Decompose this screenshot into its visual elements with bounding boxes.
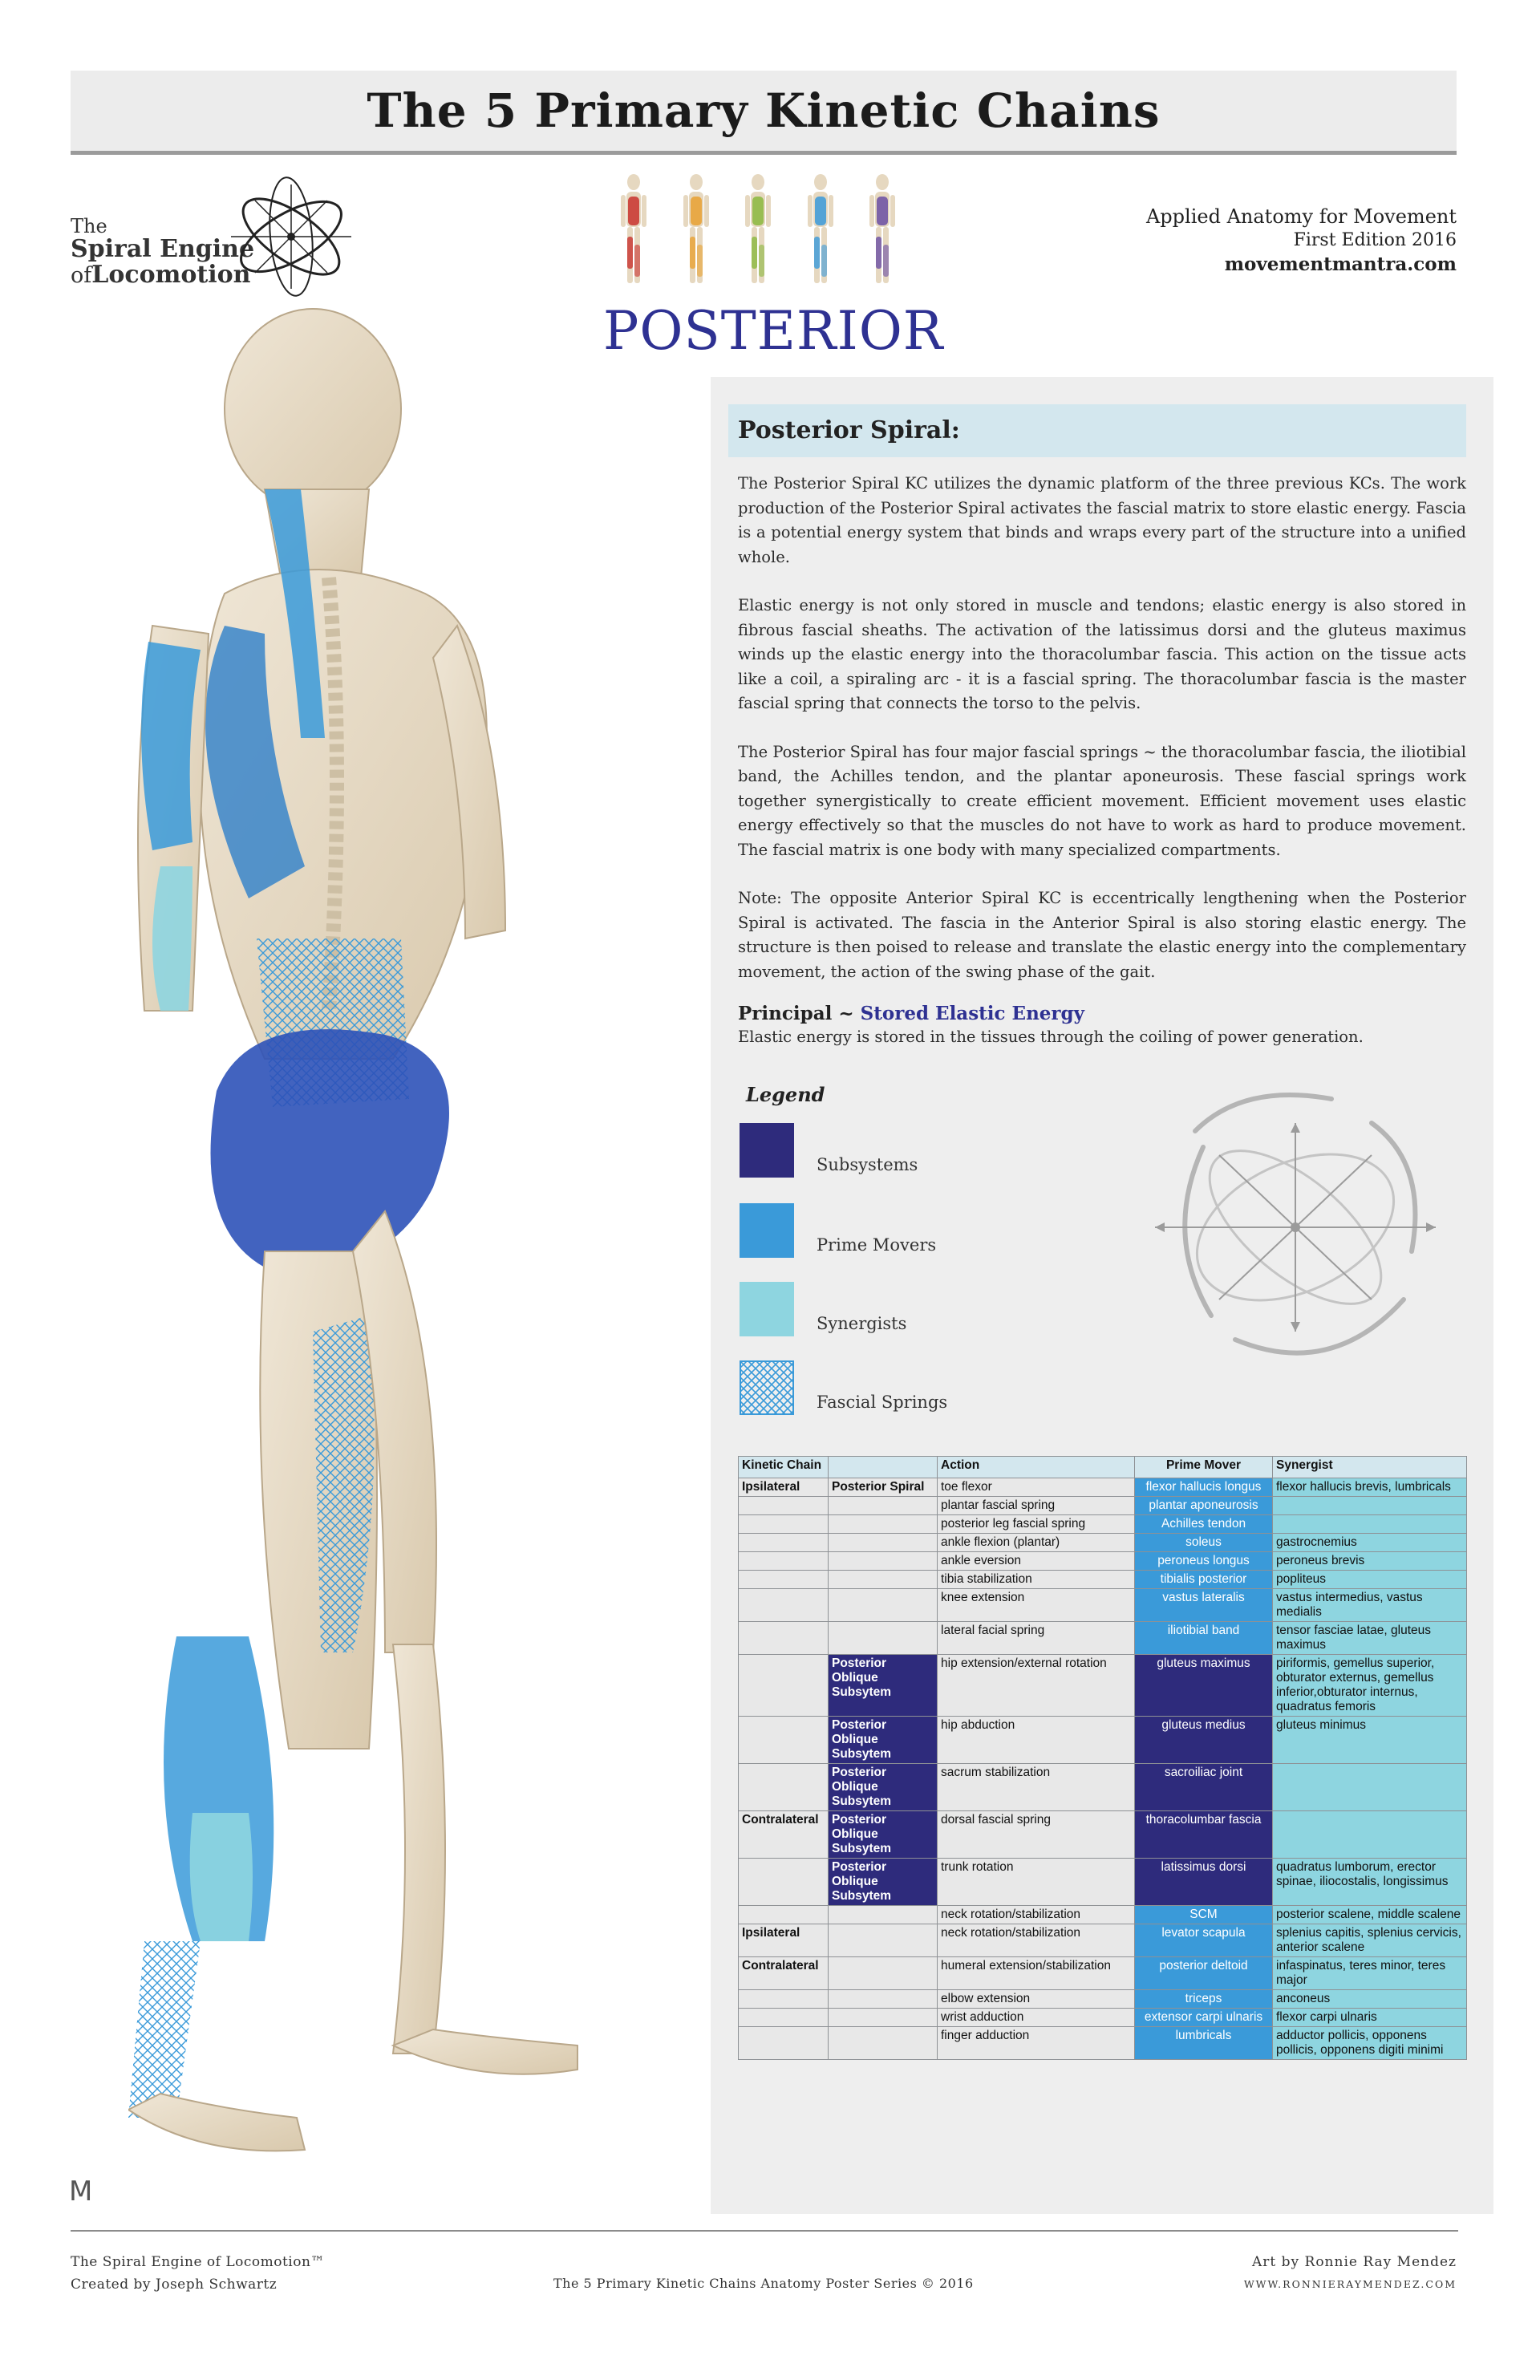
paragraph: Note: The opposite Anterior Spiral KC is eccentrically lengthening when the Posterior Spiral is activated. The fascia in the Anterior Spiral is also storing elastic energy. The structure is then poised to release and translate the elastic energy into the complementary movement, the action of the swing phase of the gait. <box>738 889 1466 981</box>
synergist-cell: peroneus brevis <box>1273 1552 1467 1571</box>
thumbnail-chain-2 <box>672 172 720 289</box>
table-row <box>739 1478 1467 1497</box>
footer-left <box>71 2251 325 2296</box>
thumbnail-figure-part <box>821 245 827 277</box>
table-body <box>739 1478 1467 2060</box>
kinetic-chain-cell <box>739 1717 829 1764</box>
subsystem-cell <box>829 2009 938 2027</box>
synergist-cell: infaspinatus, teres minor, teres major <box>1273 1957 1467 1990</box>
thumbnail-figure-part <box>752 197 764 225</box>
table-row <box>739 1764 1467 1811</box>
table-row <box>739 1811 1467 1859</box>
table-row <box>739 1924 1467 1957</box>
action-cell: dorsal fascial spring <box>938 1811 1135 1859</box>
legend-swatch-hatch <box>740 1360 794 1415</box>
prime-mover-cell: triceps <box>1135 1990 1273 2009</box>
kinetic-chain-cell <box>739 1515 829 1534</box>
section-header-bar <box>728 404 1466 457</box>
action-cell: sacrum stabilization <box>938 1764 1135 1811</box>
subsystem-cell <box>829 1906 938 1924</box>
kinetic-chain-cell: Contralateral <box>739 1811 829 1859</box>
legend-item-prime-movers <box>740 1203 1060 1259</box>
thumbnail-figure-part <box>697 245 703 277</box>
subsystem-cell: Posterior Oblique Subsytem <box>829 1811 938 1859</box>
subsystem-cell <box>829 1622 938 1655</box>
section-body <box>738 472 1466 1008</box>
thumbnail-figure-part <box>759 245 764 277</box>
synergist-cell: popliteus <box>1273 1571 1467 1589</box>
synergist-cell: posterior scalene, middle scalene <box>1273 1906 1467 1924</box>
synergist-cell: anconeus <box>1273 1990 1467 2009</box>
legend-label: Subsystems <box>817 1155 918 1174</box>
action-cell: wrist adduction <box>938 2009 1135 2027</box>
table-row <box>739 2009 1467 2027</box>
thumbnail-figure-part <box>815 197 826 225</box>
table-row <box>739 1957 1467 1990</box>
table-row <box>739 2027 1467 2060</box>
synergist-cell: quadratus lumborum, erector spinae, iliocostalis, longissimus <box>1273 1859 1467 1906</box>
subsystem-cell: Posterior Oblique Subsytem <box>829 1764 938 1811</box>
logo-line-2: Spiral Engine <box>71 235 255 264</box>
legend-title: Legend <box>746 1083 825 1106</box>
kinetic-chain-cell <box>739 1497 829 1515</box>
legend-swatch <box>740 1203 794 1258</box>
kinetic-chain-thumbnails <box>610 172 906 289</box>
legend-item-fascial-springs <box>740 1360 1060 1417</box>
subsystem-cell <box>829 1497 938 1515</box>
kinetic-chain-cell <box>739 1589 829 1622</box>
thumbnail-figure-part <box>704 195 709 227</box>
synergist-cell: splenius capitis, splenius cervicis, anterior scalene <box>1273 1924 1467 1957</box>
action-cell: hip abduction <box>938 1717 1135 1764</box>
section-heading: Posterior Spiral: <box>738 416 960 444</box>
synergist-cell <box>1273 1497 1467 1515</box>
prime-mover-cell: sacroiliac joint <box>1135 1764 1273 1811</box>
thumbnail-figure-part <box>877 197 888 225</box>
table-row <box>739 1859 1467 1906</box>
prime-mover-cell: levator scapula <box>1135 1924 1273 1957</box>
paragraph: Elastic energy is not only stored in muscle and tendons; elastic energy is also stored in fibrous fascial sheaths. The activation of the latissimus dorsi and the gluteus maximus winds up the elastic energy into the thoracolumbar fascia. This action on the tissue acts like a coil, a spiraling arc - it is a fascial spring. The thoracolumbar fascia is the master fascial spring that connects the torso to the pelvis. <box>738 596 1466 712</box>
action-cell: plantar fascial spring <box>938 1497 1135 1515</box>
table-row <box>739 1622 1467 1655</box>
kinetic-chain-table <box>738 1456 1467 2060</box>
principal-label: Principal ~ <box>738 1003 861 1024</box>
thumbnail-figure-part <box>627 174 640 190</box>
thumbnail-figure-part <box>634 245 640 277</box>
synergist-cell: gastrocnemius <box>1273 1534 1467 1552</box>
synergist-cell: flexor hallucis brevis, lumbricals <box>1273 1478 1467 1497</box>
thumbnail-figure-part <box>690 174 703 190</box>
footer-divider <box>71 2230 1458 2232</box>
prime-mover-cell: lumbricals <box>1135 2027 1273 2060</box>
subsystem-cell <box>829 1957 938 1990</box>
kinetic-chain-cell: Ipsilateral <box>739 1478 829 1497</box>
column-header: Kinetic Chain <box>739 1457 829 1478</box>
publisher-line-2: First Edition 2016 <box>1293 230 1457 251</box>
publisher-line-1: Applied Anatomy for Movement <box>1145 205 1457 228</box>
legend-item-subsystems <box>740 1123 1060 1179</box>
footer-copyright: The 5 Primary Kinetic Chains Anatomy Poster Series © 2016 <box>553 2276 974 2291</box>
kinetic-chain-cell <box>739 1622 829 1655</box>
kinetic-chain-cell: Ipsilateral <box>739 1924 829 1957</box>
thumbnail-figure-part <box>628 197 639 225</box>
logo <box>71 168 359 305</box>
synergist-cell: gluteus minimus <box>1273 1717 1467 1764</box>
thumbnail-chain-5 <box>858 172 906 289</box>
action-cell: ankle flexion (plantar) <box>938 1534 1135 1552</box>
thumbnail-chain-1 <box>610 172 658 289</box>
thumbnail-figure-part <box>683 195 688 227</box>
prime-mover-cell: Achilles tendon <box>1135 1515 1273 1534</box>
thumbnail-figure-part <box>627 237 633 269</box>
publisher-website: movementmantra.com <box>1224 253 1457 275</box>
principal-text: Elastic energy is stored in the tissues through the coiling of power generation. <box>738 1028 1364 1046</box>
legend-label: Prime Movers <box>817 1235 937 1255</box>
subsystem-cell <box>829 1571 938 1589</box>
prime-mover-cell: soleus <box>1135 1534 1273 1552</box>
logo-line-3-small: of <box>71 262 92 288</box>
thumbnail-figure-part <box>621 195 626 227</box>
column-header: Prime Mover <box>1135 1457 1273 1478</box>
action-cell: knee extension <box>938 1589 1135 1622</box>
paragraph: The Posterior Spiral KC utilizes the dynamic platform of the three previous KCs. The work production of the Posterior Spiral activates the fascial matrix to store elastic energy. Fascia is a potential energy system that binds and wraps every part of the structure into a unified whole. <box>738 474 1466 566</box>
footer-creator: Created by Joseph Schwartz <box>71 2277 278 2293</box>
title-bar <box>71 71 1457 155</box>
kinetic-chain-cell <box>739 1764 829 1811</box>
footer-artist-website: WWW.RONNIERAYMENDEZ.COM <box>1243 2278 1457 2290</box>
prime-mover-cell: SCM <box>1135 1906 1273 1924</box>
synergist-cell: tensor fasciae latae, gluteus maximus <box>1273 1622 1467 1655</box>
kinetic-chain-cell <box>739 1655 829 1717</box>
thumbnail-figure-part <box>691 197 702 225</box>
subsystem-cell <box>829 1990 938 2009</box>
action-cell: tibia stabilization <box>938 1571 1135 1589</box>
synergist-cell <box>1273 1764 1467 1811</box>
subsystem-cell <box>829 1515 938 1534</box>
thumbnail-figure-part <box>766 195 771 227</box>
prime-mover-cell: plantar aponeurosis <box>1135 1497 1273 1515</box>
legend-swatch <box>740 1123 794 1178</box>
kinetic-chain-cell <box>739 1906 829 1924</box>
publisher-info <box>1146 205 1457 277</box>
thumbnail-figure-part <box>876 174 889 190</box>
spiral-engine-diagram-icon <box>1147 1075 1444 1380</box>
kinetic-chain-cell <box>739 1571 829 1589</box>
action-cell: posterior leg fascial spring <box>938 1515 1135 1534</box>
principal-value: Stored Elastic Energy <box>860 1003 1084 1024</box>
prime-mover-cell: gluteus medius <box>1135 1717 1273 1764</box>
kinetic-chain-cell: Contralateral <box>739 1957 829 1990</box>
synergist-cell: piriformis, gemellus superior, obturator externus, gemellus inferior,obturator internus, quadratus femoris <box>1273 1655 1467 1717</box>
subsystem-cell: Posterior Oblique Subsytem <box>829 1717 938 1764</box>
poster-title: The 5 Primary Kinetic Chains <box>367 83 1161 138</box>
column-header: Synergist <box>1273 1457 1467 1478</box>
action-cell: elbow extension <box>938 1990 1135 2009</box>
prime-mover-cell: flexor hallucis longus <box>1135 1478 1273 1497</box>
column-header <box>829 1457 938 1478</box>
action-cell: hip extension/external rotation <box>938 1655 1135 1717</box>
legend-item-synergists <box>740 1282 1060 1338</box>
action-cell: humeral extension/stabilization <box>938 1957 1135 1990</box>
table-row <box>739 1990 1467 2009</box>
synergist-cell <box>1273 1811 1467 1859</box>
subsystem-cell <box>829 1924 938 1957</box>
footer-series-name: The Spiral Engine of Locomotion™ <box>71 2254 325 2270</box>
action-cell: trunk rotation <box>938 1859 1135 1906</box>
prime-mover-cell: extensor carpi ulnaris <box>1135 2009 1273 2027</box>
logo-line-3-big: Locomotion <box>91 260 251 289</box>
prime-mover-cell: latissimus dorsi <box>1135 1859 1273 1906</box>
table-row <box>739 1589 1467 1622</box>
subsystem-cell: Posterior Spiral <box>829 1478 938 1497</box>
kinetic-chain-cell <box>739 1990 829 2009</box>
thumbnail-figure-part <box>890 195 895 227</box>
kinetic-chain-cell <box>739 2027 829 2060</box>
legend-label: Fascial Springs <box>817 1393 948 1412</box>
prime-mover-cell: peroneus longus <box>1135 1552 1273 1571</box>
legend-swatch <box>740 1282 794 1336</box>
thumbnail-figure-part <box>690 237 695 269</box>
spiral-engine-logo-icon <box>223 168 359 305</box>
anatomy-figure-illustration <box>128 289 738 2174</box>
prime-mover-cell: iliotibial band <box>1135 1622 1273 1655</box>
action-cell: finger adduction <box>938 2027 1135 2060</box>
action-cell: neck rotation/stabilization <box>938 1924 1135 1957</box>
prime-mover-cell: vastus lateralis <box>1135 1589 1273 1622</box>
subsystem-cell: Posterior Oblique Subsytem <box>829 1859 938 1906</box>
table-header-row <box>739 1457 1467 1478</box>
kinetic-chain-cell <box>739 1552 829 1571</box>
synergist-cell: adductor pollicis, opponens pollicis, opponens digiti minimi <box>1273 2027 1467 2060</box>
subsystem-cell <box>829 1534 938 1552</box>
table-row <box>739 1655 1467 1717</box>
footer-artist: Art by Ronnie Ray Mendez <box>1251 2254 1457 2270</box>
subsystem-cell <box>829 1589 938 1622</box>
logo-line-1: The <box>71 215 107 237</box>
table-row <box>739 1515 1467 1534</box>
synergist-cell <box>1273 1515 1467 1534</box>
thumbnail-figure-part <box>829 195 833 227</box>
table-row <box>739 1534 1467 1552</box>
prime-mover-cell: gluteus maximus <box>1135 1655 1273 1717</box>
subsystem-cell <box>829 1552 938 1571</box>
thumbnail-figure-part <box>883 245 889 277</box>
paragraph: The Posterior Spiral has four major fascial springs ~ the thoracolumbar fascia, the iliotibial band, the Achilles tendon, and the plantar aponeurosis. These fascial springs work together synergistically to create efficient movement. Efficient movement uses elastic energy effectively so that the muscles do not have to work as hard to produce movement. The fascial matrix is one body with many specialized compartments. <box>738 742 1466 859</box>
column-header: Action <box>938 1457 1135 1478</box>
thumbnail-chain-3 <box>734 172 782 289</box>
table-row <box>739 1571 1467 1589</box>
view-heading: POSTERIOR <box>603 300 944 362</box>
action-cell: neck rotation/stabilization <box>938 1906 1135 1924</box>
synergist-cell: flexor carpi ulnaris <box>1273 2009 1467 2027</box>
subsystem-cell <box>829 2027 938 2060</box>
footer-right <box>1244 2251 1457 2296</box>
action-cell: ankle eversion <box>938 1552 1135 1571</box>
thumbnail-figure-part <box>745 195 750 227</box>
synergist-cell: vastus intermedius, vastus medialis <box>1273 1589 1467 1622</box>
thumbnail-figure-part <box>814 237 820 269</box>
thumbnail-figure-part <box>808 195 813 227</box>
table-row <box>739 1497 1467 1515</box>
thumbnail-figure-part <box>869 195 874 227</box>
legend-label: Synergists <box>817 1314 907 1333</box>
thumbnail-chain-4 <box>796 172 845 289</box>
table-row <box>739 1717 1467 1764</box>
principal-block <box>738 1003 1466 1046</box>
prime-mover-cell: tibialis posterior <box>1135 1571 1273 1589</box>
thumbnail-figure-part <box>752 237 757 269</box>
table-row <box>739 1906 1467 1924</box>
action-cell: toe flexor <box>938 1478 1135 1497</box>
prime-mover-cell: thoracolumbar fascia <box>1135 1811 1273 1859</box>
thumbnail-figure-part <box>642 195 646 227</box>
kinetic-chain-cell <box>739 1859 829 1906</box>
thumbnail-figure-part <box>752 174 764 190</box>
subsystem-cell: Posterior Oblique Subsytem <box>829 1655 938 1717</box>
thumbnail-figure-part <box>814 174 827 190</box>
artist-monogram: M <box>69 2175 93 2208</box>
thumbnail-figure-part <box>876 237 881 269</box>
prime-mover-cell: posterior deltoid <box>1135 1957 1273 1990</box>
kinetic-chain-cell <box>739 1534 829 1552</box>
action-cell: lateral facial spring <box>938 1622 1135 1655</box>
kinetic-chain-cell <box>739 2009 829 2027</box>
table-row <box>739 1552 1467 1571</box>
